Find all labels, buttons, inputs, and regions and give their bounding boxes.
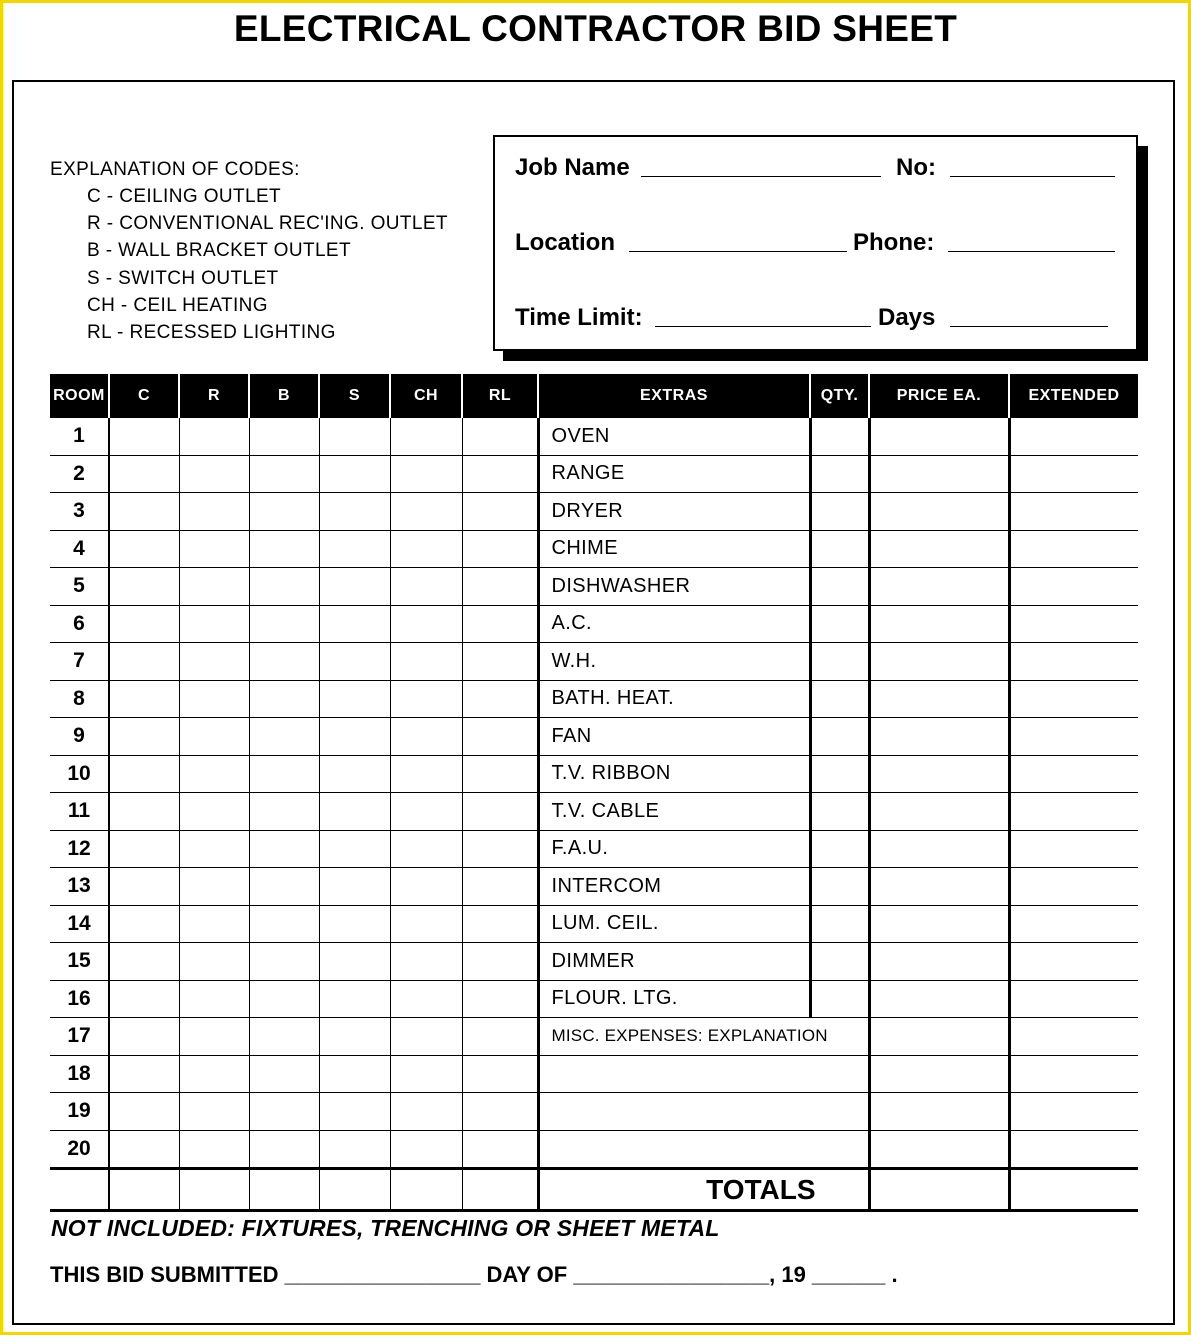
col-header-extended: EXTENDED [1009,374,1138,418]
extra-item: CHIME [538,530,810,568]
table-row [50,680,1138,718]
room-number: 17 [50,1018,109,1056]
table-row [50,755,1138,793]
cell-rl[interactable] [462,718,538,756]
cell-r[interactable] [179,905,249,943]
cell-qty[interactable] [810,605,869,643]
total-price-ea[interactable] [869,1169,1009,1211]
cell-qty[interactable] [810,493,869,531]
cell-extended[interactable] [1009,755,1138,793]
table-row [50,418,1138,455]
cell-ch[interactable] [390,793,462,831]
table-row [50,530,1138,568]
cell-price-ea[interactable] [869,493,1009,531]
cell-s[interactable] [319,755,390,793]
extra-item: MISC. EXPENSES: EXPLANATION [538,1018,810,1056]
days-label: Days [878,304,936,331]
code-item: CH - CEIL HEATING [87,294,268,316]
cell-extended[interactable] [1009,905,1138,943]
cell-price-ea[interactable] [869,980,1009,1018]
cell-qty[interactable] [810,455,869,493]
cell-b[interactable] [249,718,319,756]
extra-item: LUM. CEIL. [538,905,810,943]
cell-extended[interactable] [1009,980,1138,1018]
cell-c[interactable] [109,830,179,868]
cell-price-ea[interactable] [869,943,1009,981]
cell-s[interactable] [319,718,390,756]
cell-c[interactable] [109,793,179,831]
cell-extended[interactable] [1009,718,1138,756]
room-number: 14 [50,905,109,943]
cell-extended[interactable] [1009,1093,1138,1131]
cell-b[interactable] [249,418,319,455]
extra-item: W.H. [538,643,810,681]
cell-b[interactable] [249,1130,319,1169]
extra-item [538,1055,810,1093]
cell-r[interactable] [179,943,249,981]
cell-ch[interactable] [390,493,462,531]
extra-item: DISHWASHER [538,568,810,606]
bid-submitted-line[interactable]: THIS BID SUBMITTED ________________ DAY OF ________________, 19 ______ . [50,1262,898,1287]
col-header-qty: QTY. [810,374,869,418]
cell-rl[interactable] [462,1130,538,1169]
cell-rl[interactable] [462,868,538,906]
cell-extended[interactable] [1009,830,1138,868]
cell-c[interactable] [109,1130,179,1169]
extra-item: FAN [538,718,810,756]
cell-s[interactable] [319,680,390,718]
cell-extended[interactable] [1009,943,1138,981]
cell-price-ea[interactable] [869,605,1009,643]
cell-c[interactable] [109,605,179,643]
cell-extended[interactable] [1009,568,1138,606]
room-number: 20 [50,1130,109,1169]
cell-r[interactable] [179,493,249,531]
cell-price-ea[interactable] [869,1018,1009,1056]
table-row [50,868,1138,906]
cell-ch[interactable] [390,1055,462,1093]
cell-price-ea[interactable] [869,455,1009,493]
cell-ch[interactable] [390,530,462,568]
cell-qty[interactable] [810,1130,869,1169]
cell-price-ea[interactable] [869,868,1009,906]
codes-heading: EXPLANATION OF CODES: [50,159,300,180]
room-number: 3 [50,493,109,531]
cell-b[interactable] [249,943,319,981]
cell-rl[interactable] [462,755,538,793]
cell-b[interactable] [249,755,319,793]
cell-c[interactable] [109,680,179,718]
totals-row [50,1169,1138,1211]
cell-s[interactable] [319,905,390,943]
col-header-s: S [319,374,390,418]
col-header-room: ROOM [50,374,109,418]
room-number: 15 [50,943,109,981]
col-header-r: R [179,374,249,418]
cell-qty[interactable] [810,943,869,981]
cell-qty[interactable] [810,1055,869,1093]
cell-r[interactable] [179,530,249,568]
cell-b[interactable] [249,1055,319,1093]
cell-extended[interactable] [1009,418,1138,455]
room-number: 7 [50,643,109,681]
cell-r[interactable] [179,455,249,493]
table-row [50,943,1138,981]
cell-b[interactable] [249,605,319,643]
cell-b[interactable] [249,455,319,493]
cell-r[interactable] [179,418,249,455]
cell-s[interactable] [319,605,390,643]
extra-item: OVEN [538,418,810,455]
cell-ch[interactable] [390,755,462,793]
cell-qty[interactable] [810,568,869,606]
table-row [50,905,1138,943]
cell-s[interactable] [319,1130,390,1169]
extra-item: T.V. CABLE [538,793,810,831]
cell-b[interactable] [249,530,319,568]
cell-r[interactable] [179,755,249,793]
total-c[interactable] [109,1169,179,1211]
extra-item: RANGE [538,455,810,493]
code-item: B - WALL BRACKET OUTLET [87,240,351,262]
cell-r[interactable] [179,1055,249,1093]
cell-price-ea[interactable] [869,1093,1009,1131]
table-row [50,1018,1138,1056]
cell-s[interactable] [319,1055,390,1093]
cell-rl[interactable] [462,1055,538,1093]
cell-ch[interactable] [390,605,462,643]
col-header-ch: CH [390,374,462,418]
cell-b[interactable] [249,980,319,1018]
cell-r[interactable] [179,568,249,606]
cell-r[interactable] [179,868,249,906]
table-row [50,830,1138,868]
cell-extended[interactable] [1009,868,1138,906]
cell-b[interactable] [249,568,319,606]
cell-rl[interactable] [462,1018,538,1056]
extra-item [538,1093,810,1131]
totals-label: TOTALS [538,1169,869,1211]
cell-r[interactable] [179,643,249,681]
cell-ch[interactable] [390,718,462,756]
cell-c[interactable] [109,418,179,455]
cell-c[interactable] [109,1093,179,1131]
room-number: 4 [50,530,109,568]
cell-ch[interactable] [390,1018,462,1056]
cell-extended[interactable] [1009,1055,1138,1093]
no-field[interactable] [950,176,1115,177]
table-row [50,605,1138,643]
cell-qty[interactable] [810,793,869,831]
cell-c[interactable] [109,1055,179,1093]
cell-ch[interactable] [390,830,462,868]
table-body [50,418,1138,1211]
cell-r[interactable] [179,605,249,643]
codes-legend [50,156,448,346]
cell-rl[interactable] [462,605,538,643]
extra-item [538,1130,810,1169]
room-number: 1 [50,418,109,455]
cell-s[interactable] [319,1093,390,1131]
table-row [50,718,1138,756]
cell-s[interactable] [319,943,390,981]
cell-ch[interactable] [390,905,462,943]
extra-item: DRYER [538,493,810,531]
cell-b[interactable] [249,905,319,943]
time-limit-field[interactable] [655,326,871,327]
cell-rl[interactable] [462,418,538,455]
cell-r[interactable] [179,1018,249,1056]
cell-qty[interactable] [810,643,869,681]
cell-c[interactable] [109,718,179,756]
cell-ch[interactable] [390,418,462,455]
room-number: 16 [50,980,109,1018]
cell-r[interactable] [179,830,249,868]
code-item: RL - RECESSED LIGHTING [87,322,336,344]
cell-s[interactable] [319,980,390,1018]
cell-s[interactable] [319,793,390,831]
cell-s[interactable] [319,830,390,868]
cell-c[interactable] [109,455,179,493]
col-header-extras: EXTRAS [538,374,810,418]
col-header-price-ea: PRICE EA. [869,374,1009,418]
cell-c[interactable] [109,493,179,531]
col-header-rl: RL [462,374,538,418]
room-number: 12 [50,830,109,868]
cell-ch[interactable] [390,1130,462,1169]
cell-rl[interactable] [462,980,538,1018]
cell-s[interactable] [319,530,390,568]
cell-price-ea[interactable] [869,643,1009,681]
cell-s[interactable] [319,568,390,606]
cell-price-ea[interactable] [869,905,1009,943]
cell-price-ea[interactable] [869,1130,1009,1169]
cell-extended[interactable] [1009,793,1138,831]
cell-rl[interactable] [462,1093,538,1131]
cell-rl[interactable] [462,530,538,568]
cell-qty[interactable] [810,868,869,906]
cell-r[interactable] [179,980,249,1018]
cell-extended[interactable] [1009,530,1138,568]
cell-b[interactable] [249,830,319,868]
code-item: C - CEILING OUTLET [87,186,282,207]
room-number: 5 [50,568,109,606]
code-item: R - CONVENTIONAL REC'ING. OUTLET [87,213,448,235]
cell-qty[interactable] [810,718,869,756]
cell-r[interactable] [179,793,249,831]
cell-c[interactable] [109,980,179,1018]
room-number: 2 [50,455,109,493]
cell-ch[interactable] [390,1093,462,1131]
cell-extended[interactable] [1009,493,1138,531]
cell-rl[interactable] [462,568,538,606]
cell-qty[interactable] [810,830,869,868]
cell-extended[interactable] [1009,605,1138,643]
cell-price-ea[interactable] [869,418,1009,455]
code-item: S - SWITCH OUTLET [87,267,279,289]
cell-price-ea[interactable] [869,530,1009,568]
cell-rl[interactable] [462,680,538,718]
cell-ch[interactable] [390,643,462,681]
extra-item: T.V. RIBBON [538,755,810,793]
job-info-box [493,135,1138,351]
cell-r[interactable] [179,718,249,756]
cell-price-ea[interactable] [869,830,1009,868]
cell-c[interactable] [109,568,179,606]
cell-ch[interactable] [390,980,462,1018]
cell-r[interactable] [179,1093,249,1131]
page-title: ELECTRICAL CONTRACTOR BID SHEET [233,8,958,49]
room-number: 18 [50,1055,109,1093]
cell-c[interactable] [109,643,179,681]
time-limit-label: Time Limit: [515,304,643,331]
total-rl[interactable] [462,1169,538,1211]
table-row [50,1093,1138,1131]
cell-c[interactable] [109,905,179,943]
cell-extended[interactable] [1009,643,1138,681]
cell-qty[interactable] [810,530,869,568]
cell-c[interactable] [109,755,179,793]
cell-c[interactable] [109,943,179,981]
cell-ch[interactable] [390,943,462,981]
room-number: 19 [50,1093,109,1131]
cell-ch[interactable] [390,680,462,718]
total-b[interactable] [249,1169,319,1211]
cell-s[interactable] [319,643,390,681]
extra-item: F.A.U. [538,830,810,868]
phone-field[interactable] [948,251,1115,252]
cell-price-ea[interactable] [869,568,1009,606]
cell-c[interactable] [109,868,179,906]
table-row [50,793,1138,831]
cell-rl[interactable] [462,493,538,531]
cell-b[interactable] [249,643,319,681]
phone-label: Phone: [853,229,935,256]
cell-s[interactable] [319,493,390,531]
table-row [50,1130,1138,1169]
cell-rl[interactable] [462,905,538,943]
cell-ch[interactable] [390,868,462,906]
cell-qty[interactable] [810,418,869,455]
cell-qty[interactable] [810,980,869,1018]
cell-s[interactable] [319,455,390,493]
cell-price-ea[interactable] [869,793,1009,831]
table-row [50,493,1138,531]
col-header-c: C [109,374,179,418]
table-row [50,643,1138,681]
extra-item: DIMMER [538,943,810,981]
extra-item: FLOUR. LTG. [538,980,810,1018]
location-field[interactable] [629,251,847,252]
cell-rl[interactable] [462,643,538,681]
cell-c[interactable] [109,530,179,568]
table-row [50,1055,1138,1093]
cell-extended[interactable] [1009,1130,1138,1169]
location-label: Location [515,229,615,256]
job-name-field[interactable] [641,176,881,177]
cell-b[interactable] [249,868,319,906]
cell-extended[interactable] [1009,680,1138,718]
totals-room-cell [50,1169,109,1211]
cell-s[interactable] [319,418,390,455]
table-row [50,980,1138,1018]
not-included-note: NOT INCLUDED: FIXTURES, TRENCHING OR SHEET METAL [51,1215,720,1241]
total-extended[interactable] [1009,1169,1138,1211]
cell-rl[interactable] [462,943,538,981]
cell-ch[interactable] [390,568,462,606]
days-field[interactable] [950,326,1108,327]
total-ch[interactable] [390,1169,462,1211]
cell-ch[interactable] [390,455,462,493]
cell-b[interactable] [249,793,319,831]
room-number: 6 [50,605,109,643]
cell-rl[interactable] [462,830,538,868]
cell-b[interactable] [249,680,319,718]
cell-qty[interactable] [810,680,869,718]
extra-item: A.C. [538,605,810,643]
table-row [50,455,1138,493]
cell-rl[interactable] [462,455,538,493]
cell-s[interactable] [319,868,390,906]
cell-price-ea[interactable] [869,718,1009,756]
table-row [50,568,1138,606]
cell-rl[interactable] [462,793,538,831]
cell-price-ea[interactable] [869,755,1009,793]
cell-r[interactable] [179,680,249,718]
cell-b[interactable] [249,493,319,531]
room-number: 13 [50,868,109,906]
cell-b[interactable] [249,1093,319,1131]
cell-b[interactable] [249,1018,319,1056]
total-s[interactable] [319,1169,390,1211]
bid-table [50,374,1138,1212]
total-r[interactable] [179,1169,249,1211]
cell-price-ea[interactable] [869,680,1009,718]
room-number: 11 [50,793,109,831]
room-number: 9 [50,718,109,756]
cell-s[interactable] [319,1018,390,1056]
cell-extended[interactable] [1009,1018,1138,1056]
cell-extended[interactable] [1009,455,1138,493]
no-label: No: [896,154,936,181]
room-number: 10 [50,755,109,793]
cell-price-ea[interactable] [869,1055,1009,1093]
job-name-label: Job Name [515,154,630,181]
col-header-b: B [249,374,319,418]
cell-qty[interactable] [810,755,869,793]
extra-item: BATH. HEAT. [538,680,810,718]
cell-qty[interactable] [810,1093,869,1131]
cell-qty[interactable] [810,905,869,943]
cell-c[interactable] [109,1018,179,1056]
cell-r[interactable] [179,1130,249,1169]
extra-item: INTERCOM [538,868,810,906]
room-number: 8 [50,680,109,718]
table-header-row [50,374,1138,418]
